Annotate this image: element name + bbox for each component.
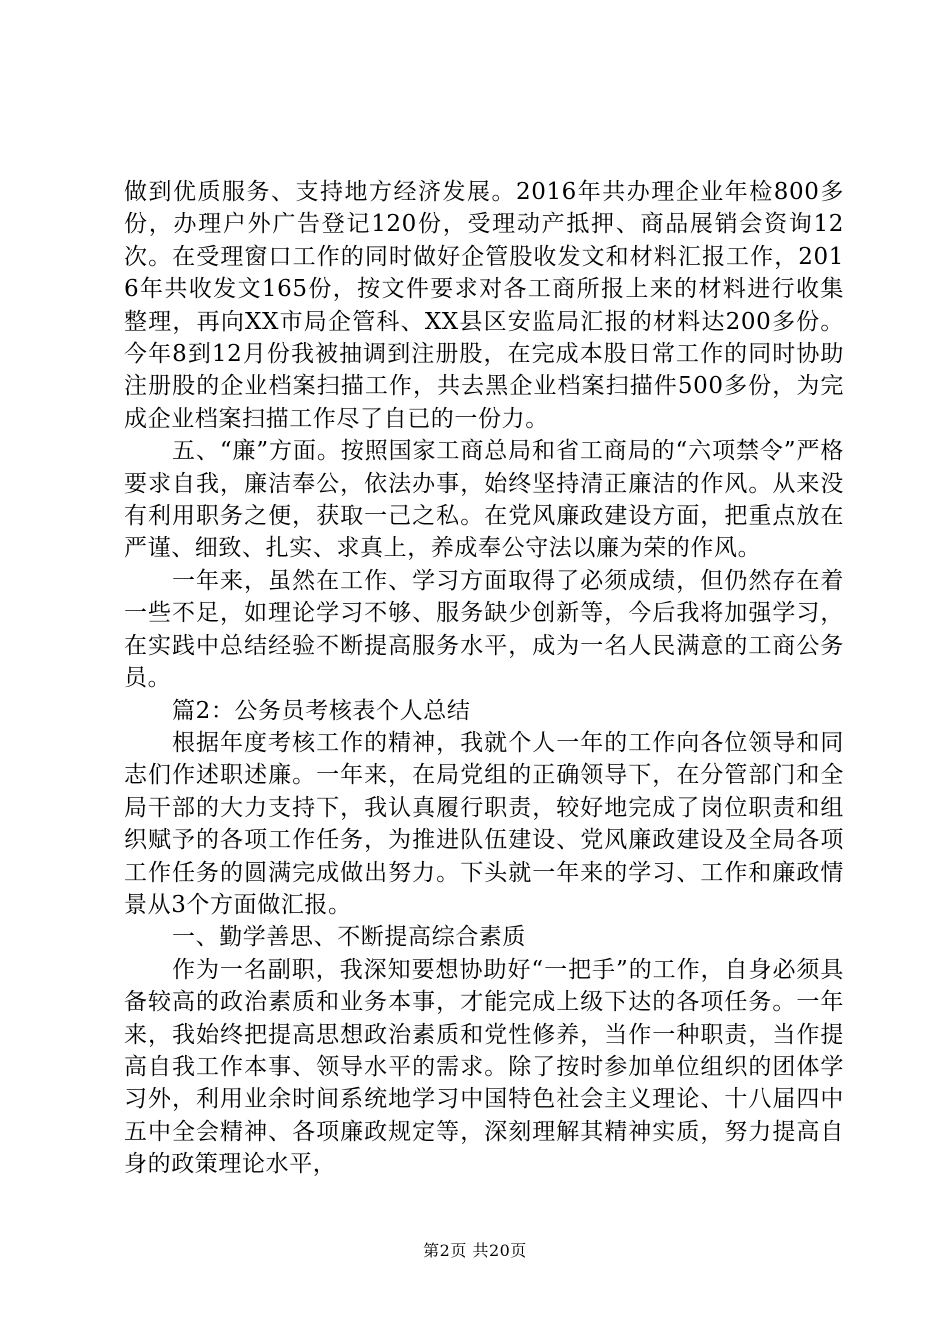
- paragraph-service-stats: 做到优质服务、支持地方经济发展。2016年共办理企业年检800多份，办理户外广告登记120份，受理动产抵押、商品展销会资询12次。在受理窗口工作的同时做好企管股收发文和材料汇报工作，2016年共收发文165份，按文件要求对各工商所报上来的材料进行收集整理，再向XX市局企管科、XX县区安监局汇报的材料达200多份。今年8到12月份我被抽调到注册股，在完成本股日常工作的同时协助注册股的企业档案扫描工作，共去黑企业档案扫描件500多份，为完成企业档案扫描工作尽了自已的一份力。: [124, 179, 844, 432]
- page-indicator: 第2页 共20页: [423, 1241, 527, 1260]
- section-heading-study: 一、勤学善思、不断提高综合素质: [172, 924, 526, 951]
- document-body: [124, 176, 844, 1181]
- paragraph-study-details: 作为一名副职，我深知要想协助好“一把手”的工作，自身必须具备较高的政治素质和业务本事，才能完成上级下达的各项任务。一年来，我始终把提高思想政治素质和党性修养，当作一种职责，当作提高自我工作本事、领导水平的需求。除了按时参加单位组织的团体学习外，利用业余时间系统地学习中国特色社会主义理论、十八届四中五中全会精神、各项廉政规定等，深刻理解其精神实质，努力提高自身的政策理论水平，: [124, 956, 844, 1178]
- paragraph-year-summary: 一年来，虽然在工作、学习方面取得了必须成绩，但仍然存在着一些不足，如理论学习不够、服务缺少创新等，今后我将加强学习，在实践中总结经验不断提高服务水平，成为一名人民满意的工商公务员。: [124, 567, 844, 692]
- paragraph-report-intro: 根据年度考核工作的精神，我就个人一年的工作向各位领导和同志们作述职述廉。一年来，在局党组的正确领导下，在分管部门和全局干部的大力支持下，我认真履行职责，较好地完成了岗位职责和组织赋予的各项工作任务，为推进队伍建设、党风廉政建设及全局各项工作任务的圆满完成做出努力。下头就一年来的学习、工作和廉政情景从3个方面做汇报。: [124, 729, 844, 918]
- section-heading-part-2: 篇2：公务员考核表个人总结: [172, 697, 471, 724]
- paragraph-integrity: 五、“廉”方面。按照国家工商总局和省工商局的“六项禁令”严格要求自我，廉洁奉公，依法办事，始终坚持清正廉洁的作风。从来没有利用职务之便，获取一己之私。在党风廉政建设方面，把重点放在严谨、细致、扎实、求真上，养成奉公守法以廉为荣的作风。: [124, 438, 844, 562]
- page-footer: [0, 1241, 950, 1261]
